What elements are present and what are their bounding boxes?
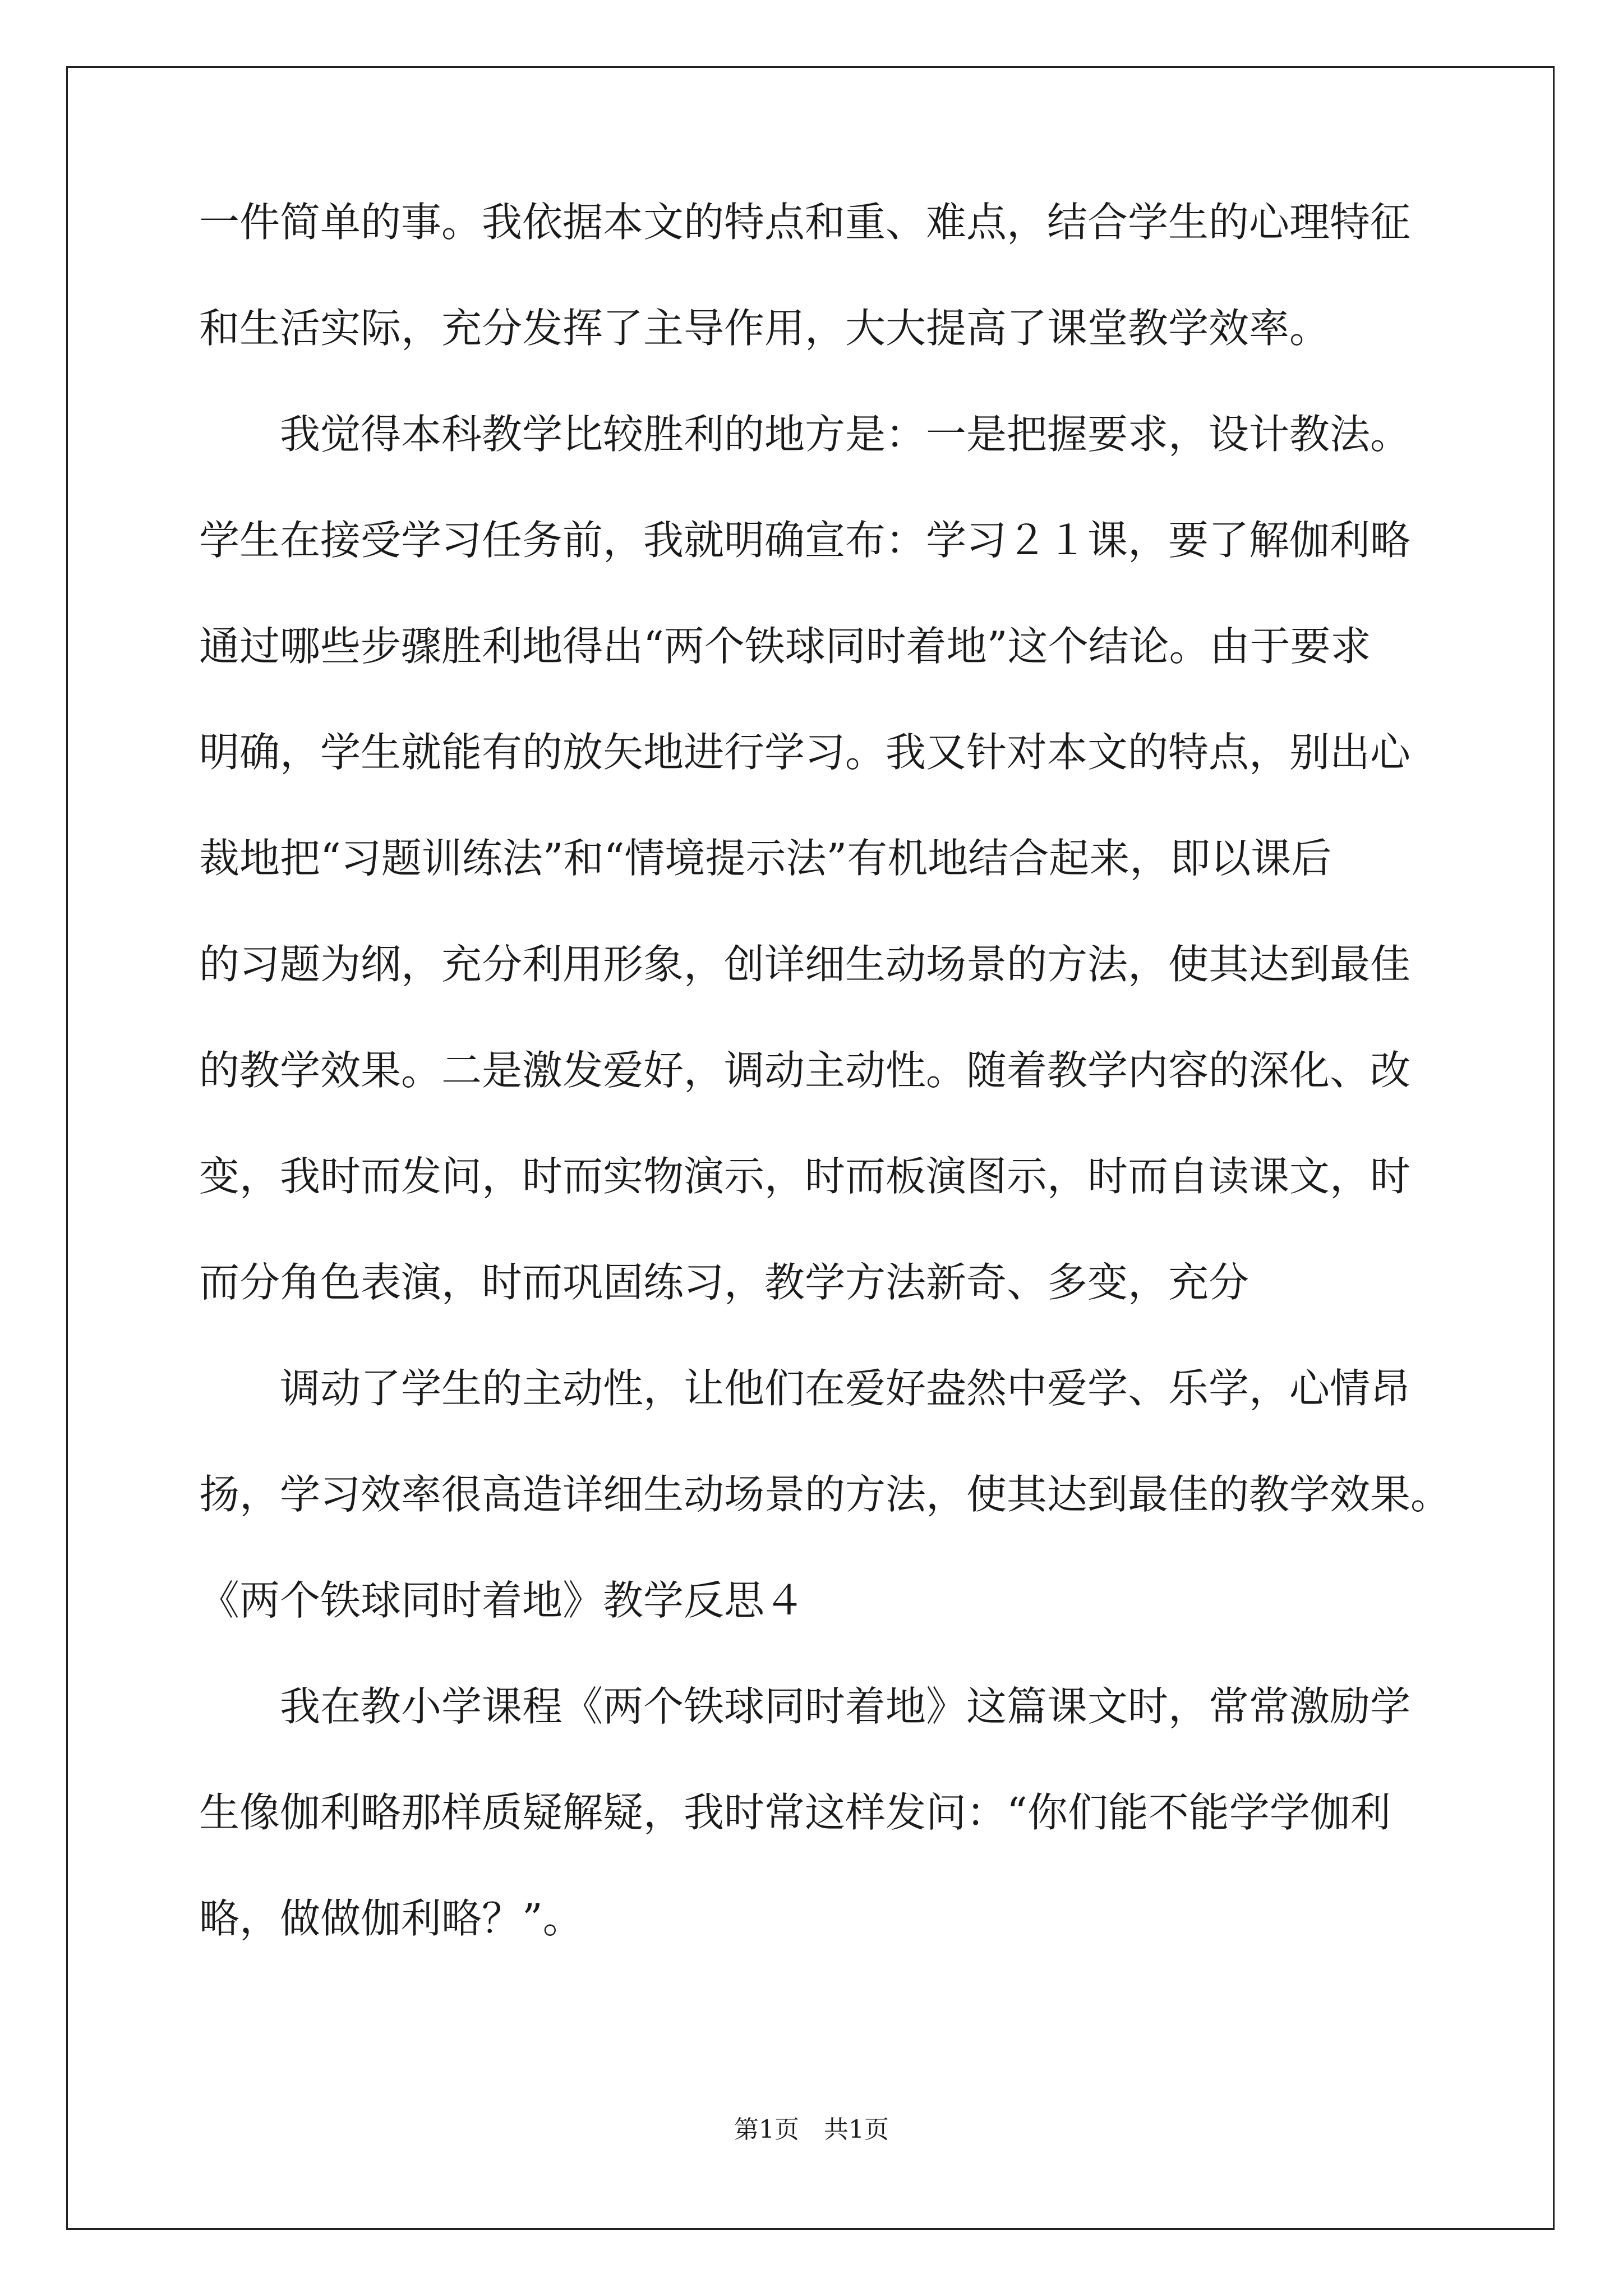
document-body [199,199,1451,2004]
text-line: 明确，学生就能有的放矢地进行学习。我又针对本文的特点，别出心 [199,729,1411,776]
text-line: 扬，学习效率很高造详细生动场景的方法，使其达到最佳的教学效果。 [199,1471,1451,1518]
text-line: 学生在接受学习任务前，我就明确宣布：学习２１课，要了解伽利略 [199,517,1411,564]
text-line: 的教学效果。二是激发爱好，调动主动性。随着教学内容的深化、改 [199,1047,1411,1094]
text-line: 而分角色表演，时而巩固练习，教学方法新奇、多变，充分 [199,1259,1249,1306]
text-line: 和生活实际，充分发挥了主导作用，大大提高了课堂教学效率。 [199,305,1330,352]
paragraph-start: 调动了学生的主动性，让他们在爱好盎然中爱学、乐学，心情昂 [280,1365,1411,1412]
paragraph-start: 我在教小学课程《两个铁球同时着地》这篇课文时，常常激励学 [280,1683,1411,1730]
text-line: 变，我时而发问，时而实物演示，时而板演图示，时而自读课文，时 [199,1153,1411,1200]
paragraph-start: 我觉得本科教学比较胜利的地方是：一是把握要求，设计教法。 [280,411,1411,458]
text-line: 略，做做伽利略？”。 [199,1895,583,1942]
text-line: 的习题为纲，充分利用形象，创详细生动场景的方法，使其达到最佳 [199,941,1411,988]
text-line: 裁地把“习题训练法”和“情境提示法”有机地结合起来，即以课后 [199,835,1332,882]
section-heading: 《两个铁球同时着地》教学反思４ [199,1577,805,1624]
text-line: 通过哪些步骤胜利地得出“两个铁球同时着地”这个结论。由于要求 [199,623,1371,670]
text-line: 一件简单的事。我依据本文的特点和重、难点，结合学生的心理特征 [199,199,1411,246]
page-number-footer: 第1页 共1页 [734,2115,889,2144]
text-line: 生像伽利略那样质疑解疑，我时常这样发问：“你们能不能学学伽利 [199,1789,1391,1836]
